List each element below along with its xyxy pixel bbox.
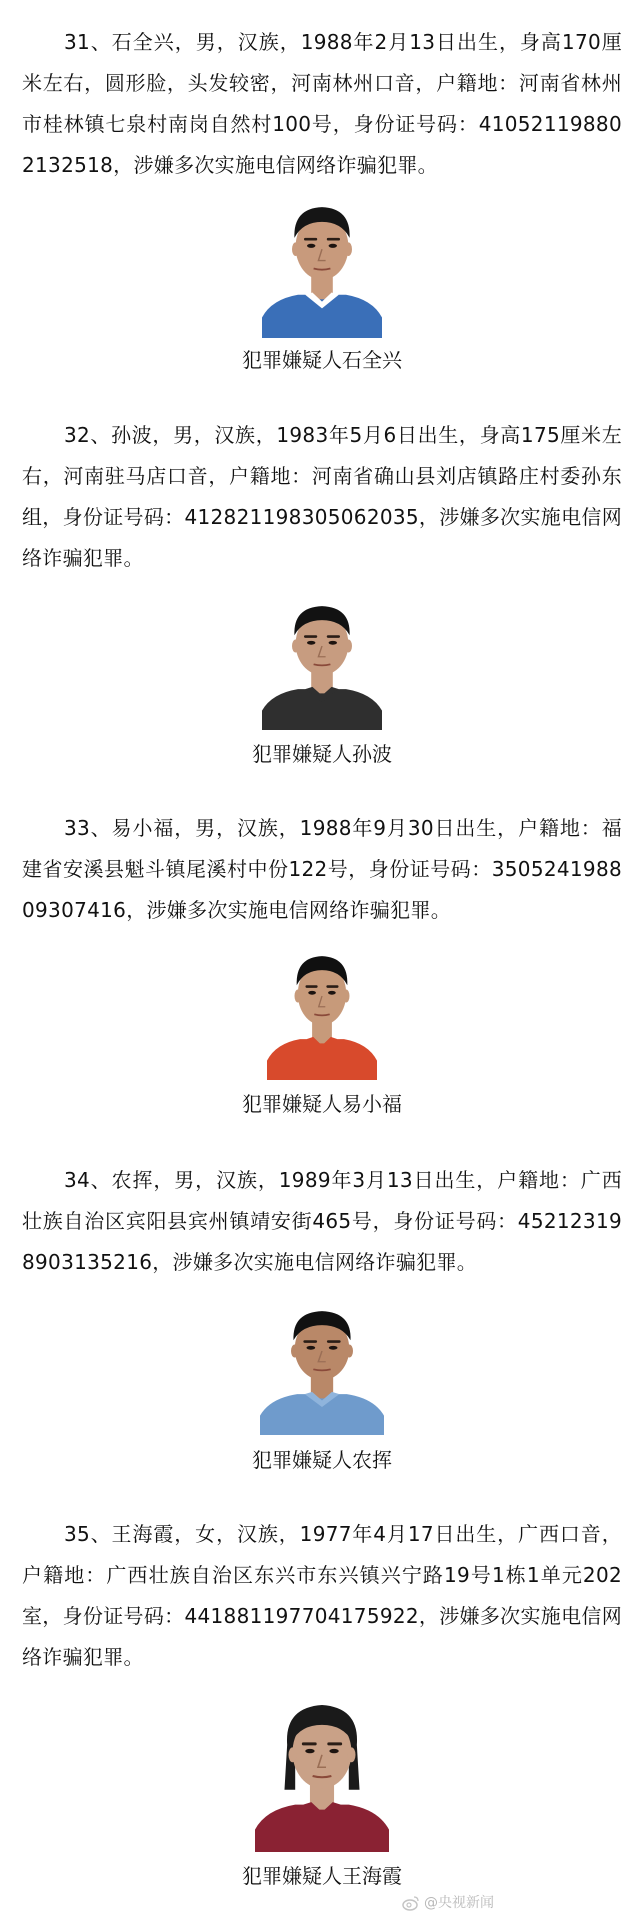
portrait-ear (292, 242, 299, 256)
suspect-description: 35、王海霞，女，汉族，1977年4月17日出生，广西口音，户籍地：广西壮族自治区东兴市东兴镇兴宁路19号1栋1单元202室，身份证号码：441881197704175922，涉嫌多次实施电信网络诈骗犯罪。 (22, 1522, 622, 1669)
suspect-description: 34、农挥，男，汉族，1989年3月13日出生，户籍地：广西壮族自治区宾阳县宾州镇靖安街465号，身份证号码：452123198903135216，涉嫌多次实施电信网络诈骗犯罪。 (22, 1168, 622, 1274)
portrait-ear (345, 242, 352, 256)
portrait-eyebrow (304, 635, 317, 638)
source-watermark (402, 1893, 494, 1913)
portrait-eyebrow (302, 1742, 317, 1745)
suspect-description: 31、石全兴，男，汉族，1988年2月13日出生，身高170厘米左右，圆形脸，头发较密，河南林州口音，户籍地：河南省林州市桂林镇七泉村南岗自然村100号，身份证号码：410521198802132518，涉嫌多次实施电信网络诈骗犯罪。 (22, 30, 622, 177)
photo-caption: 犯罪嫌疑人孙波 (252, 742, 392, 766)
portrait-eye (329, 1749, 338, 1753)
suspect-photo (255, 1690, 389, 1852)
suspect-description: 33、易小福，男，汉族，1988年9月30日出生，户籍地：福建省安溪县魁斗镇尾溪村中份122号，身份证号码：350524198809307416，涉嫌多次实施电信网络诈骗犯罪。 (22, 816, 622, 922)
suspect-entry-35 (22, 1514, 622, 1678)
portrait-shirt (255, 1805, 389, 1852)
suspect-entry-31 (22, 22, 622, 186)
photo-caption: 犯罪嫌疑人易小福 (242, 1092, 402, 1116)
suspect-photo (262, 590, 382, 730)
portrait-ear (347, 1747, 355, 1762)
portrait-illustration (255, 1690, 389, 1852)
portrait-eyebrow (327, 1340, 341, 1343)
photo-caption: 犯罪嫌疑人农挥 (252, 1448, 392, 1472)
portrait-eye (305, 1749, 314, 1753)
portrait-illustration (260, 1295, 384, 1435)
photo-caption: 犯罪嫌疑人石全兴 (242, 348, 402, 372)
portrait-eye (308, 991, 316, 995)
portrait-ear (289, 1747, 297, 1762)
portrait-eyebrow (327, 1742, 342, 1745)
portrait-eye (307, 1346, 316, 1350)
portrait-illustration (262, 590, 382, 730)
watermark-text: @央视新闻 (424, 1895, 494, 1911)
photo-caption: 犯罪嫌疑人王海霞 (242, 1864, 402, 1888)
suspect-description: 32、孙波，男，汉族，1983年5月6日出生，身高175厘米左右，河南驻马店口音，户籍地：河南省确山县刘店镇路庄村委孙东组，身份证号码：412821198305062035，涉嫌多次实施电信网络诈骗犯罪。 (22, 423, 622, 570)
suspect-entry-33 (22, 808, 622, 931)
portrait-eye (307, 641, 315, 645)
portrait-ear (292, 640, 299, 653)
portrait-eyebrow (303, 1340, 317, 1343)
suspect-entry-32 (22, 415, 622, 579)
portrait-ear (291, 1345, 298, 1358)
suspect-photo (260, 1295, 384, 1435)
portrait-eye (307, 244, 315, 248)
portrait-eye (329, 1346, 338, 1350)
weibo-icon (402, 1895, 420, 1911)
portrait-ear (345, 640, 352, 653)
portrait-ear (346, 1345, 353, 1358)
portrait-eyebrow (327, 635, 340, 638)
portrait-eyebrow (304, 238, 317, 241)
portrait-shirt (262, 295, 382, 338)
portrait-eyebrow (327, 238, 340, 241)
portrait-ear (343, 990, 350, 1003)
portrait-eye (329, 244, 337, 248)
portrait-illustration (267, 940, 377, 1080)
portrait-shirt (262, 689, 382, 730)
portrait-eye (329, 641, 337, 645)
suspect-entry-34 (22, 1160, 622, 1283)
portrait-shirt (260, 1394, 384, 1435)
portrait-eyebrow (306, 985, 318, 988)
portrait-illustration (262, 190, 382, 338)
portrait-ear (295, 990, 302, 1003)
portrait-eyebrow (326, 985, 338, 988)
suspect-photo (267, 940, 377, 1080)
suspect-photo (262, 190, 382, 338)
portrait-eye (328, 991, 336, 995)
portrait-shirt (267, 1039, 377, 1080)
